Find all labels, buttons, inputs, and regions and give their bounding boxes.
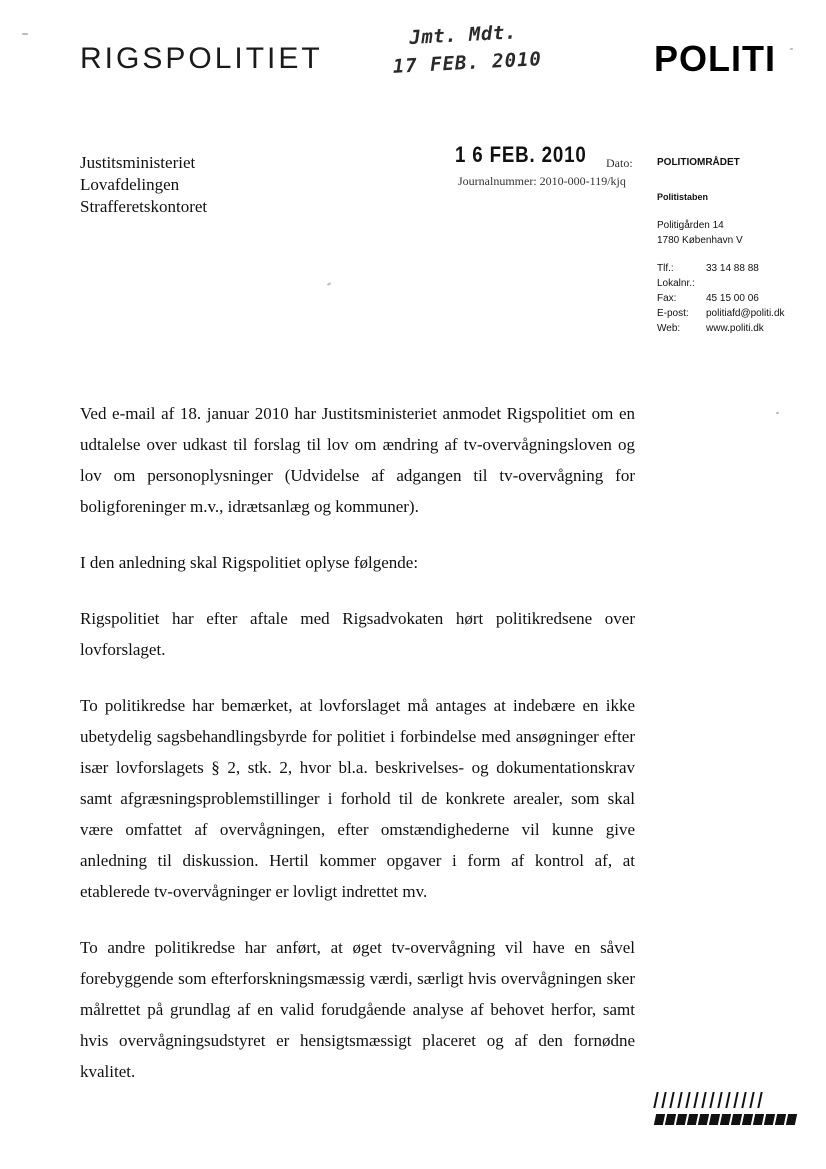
organization-title: RIGSPOLITIET (80, 42, 323, 75)
received-stamp (391, 20, 543, 78)
sidebar-contact-local (657, 278, 817, 293)
body-paragraph: I den anledning skal Rigspolitiet oplyse følgende: (80, 553, 419, 572)
date-label: Dato: (606, 156, 633, 170)
received-stamp-date: 17 FEB. 2010 (392, 48, 543, 78)
scan-speck (790, 48, 793, 50)
body-paragraph: To andre politikredse har anført, at øget tv-overvågning vil have en såvel forebyggende som efterforskningsmæssig værdi, særligt hvis overvågningen sker målrettet på grundlag af en valid forudgående analyse af behovet herfor, samt hvis overvågningsudstyret er hensigtsmæssigt placeret og af den fornødne kvalitet. (80, 938, 635, 1081)
sidebar-contact-phone (657, 263, 817, 278)
politi-logo: POLITI (654, 38, 776, 79)
contact-label: Tlf.: (657, 263, 674, 274)
scan-speck (22, 33, 28, 35)
sidebar-contact-fax (657, 293, 817, 308)
sidebar-unit: Politistaben (657, 192, 709, 202)
contact-label: Web: (657, 323, 681, 334)
sidebar-address-line: 1780 København V (657, 235, 743, 246)
body-paragraph: Ved e-mail af 18. januar 2010 har Justitsministeriet anmodet Rigspolitiet om en udtalelse over udkast til forslag til lov om ændring af tv-overvågningsloven og lov om personoplysninger (Udvidelse af adgangen til tv-overvågning for boligforeninger m.v., idrætsanlæg og kommuner). (80, 404, 635, 516)
sidebar-contact-email (657, 308, 817, 323)
contact-label: Fax: (657, 293, 677, 304)
contact-label: Lokalnr.: (657, 278, 695, 289)
sidebar-area: POLITIOMRÅDET (657, 157, 740, 168)
contact-label: E-post: (657, 308, 689, 319)
journal-number: Journalnummer: 2010-000-119/kjq (458, 174, 626, 188)
recipient-line: Justitsministeriet (80, 153, 196, 172)
body-paragraph: Rigspolitiet har efter aftale med Rigsadvokaten hørt politikredsene over lovforslaget. (80, 609, 635, 659)
sender-sidebar (657, 157, 817, 338)
contact-value: 45 15 00 06 (706, 293, 759, 304)
scan-speck (776, 412, 779, 414)
barcode-icon (655, 1092, 796, 1126)
date-stamp: 1 6 FEB. 2010 (455, 142, 587, 167)
body-paragraph: To politikredse har bemærket, at lovforslaget må antages at indebære en ikke ubetydelig sagsbehandlingsbyrde for politiet i forbindelse med ansøgninger efter især lovforslagets § 2, stk. 2, hvor bl.a. beskrivelses- og dokumentationskrav samt afgræsningsproblemstillinger i forhold til de konkrete arealer, som skal være omfattet af overvågningen, efter omstændighederne vil kunne give anledning til diskussion. Hertil kommer opgaver i form af kontrol af, at etablerede tv-overvågninger er lovligt indrettet mv. (80, 696, 635, 901)
scan-speck (327, 282, 331, 286)
sidebar-address-line: Politigården 14 (657, 220, 724, 231)
contact-value: www.politi.dk (706, 323, 764, 334)
contact-value: 33 14 88 88 (706, 263, 759, 274)
contact-value: politiafd@politi.dk (706, 308, 785, 319)
letter-body (80, 398, 635, 1112)
recipient-line: Strafferetskontoret (80, 197, 208, 216)
sidebar-contact-web (657, 323, 817, 338)
recipient-address (80, 152, 207, 218)
received-stamp-line1: Jmt. Mdt. (408, 21, 518, 49)
recipient-line: Lovafdelingen (80, 175, 180, 194)
